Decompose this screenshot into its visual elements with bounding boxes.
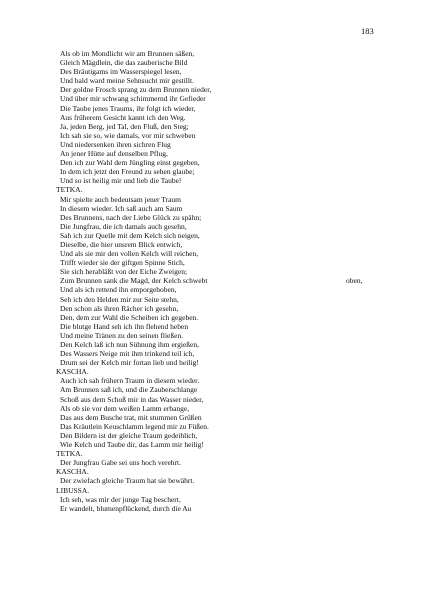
verse-line (56, 431, 386, 440)
verse-line-text: Seh ich den Helden mir zur Seite stehn, (60, 294, 179, 304)
verse-line-text: Als ob im Mondlicht wir am Brunnen säßen, (60, 49, 195, 58)
verse-line (56, 140, 386, 149)
verse-line-text: Der Jungfrau Gabe sei uns hoch verehrt. (60, 458, 181, 468)
verse-line-text: Die blutge Hand seh ich ihn flehend heben (60, 321, 189, 331)
verse-line-text: An jener Hütte auf denselben Pflug, (60, 149, 168, 159)
verse-line (56, 231, 386, 240)
speaker-name (56, 486, 386, 495)
verse-line (56, 258, 386, 267)
verse-line (56, 276, 386, 285)
verse-line-text: Drum sei der Kelch mir fortan lieb und heilig! (60, 358, 199, 368)
verse-line-text: Und niedersenken ihren sichren Flug (60, 139, 171, 149)
verse-line-text: Den, dem zur Wahl die Scheiben ich gegeben. (60, 312, 199, 322)
verse-line-text: Die Jungfrau, die ich damals auch gesehn, (60, 221, 187, 231)
verse-line (56, 458, 386, 467)
verse-line (56, 195, 386, 204)
page-number: 183 (361, 26, 374, 36)
verse-line-text: Zum Brunnen sank die Magd, der Kelch schwebt (60, 276, 208, 286)
verse-line (56, 440, 386, 449)
verse-line (56, 249, 386, 258)
verse-line-text: Schoß aus dem Schoß mir in das Wasser nieder, (60, 394, 204, 404)
verse-line-text: Mir spielte auch bedeutsam jener Traum (60, 194, 182, 204)
speaker-name (56, 449, 386, 458)
verse-line (56, 85, 386, 94)
verse-line-text: Des Brunnens, nach der Liebe Glück zu spähn; (60, 212, 202, 222)
speaker-name (56, 185, 386, 194)
verse-line-text: Der goldne Frosch sprang zu dem Brunnen nieder, (60, 85, 212, 95)
verse-line (56, 122, 386, 131)
verse-line-text: Den Bildern ist der gleiche Traum gedeihlich, (60, 430, 198, 440)
verse-text-block (56, 49, 386, 513)
verse-line (56, 349, 386, 358)
verse-line-text: Trifft wieder sie der giftgen Spinne Stich, (60, 258, 185, 268)
verse-line-text: Ja, jeden Berg, jed Tal, den Fluß, den Steg; (60, 121, 189, 131)
verse-line-text: Wie Kelch und Taube dir, das Lamm mir heilig! (60, 440, 204, 450)
verse-line-text: Das Kräutlein Keuschlamm legend mir zu Füßen. (60, 421, 209, 431)
verse-line-text: Den schon als ihren Rächer ich gesehn, (60, 303, 179, 313)
verse-line-text: Und über mir schwang schimmernd ihr Gefieder (60, 94, 206, 104)
verse-line-text: Den ich zur Wahl dem Jüngling einst gegeben, (60, 158, 200, 168)
verse-line (56, 413, 386, 422)
verse-line (56, 113, 386, 122)
verse-line-text: Auch ich sah frühern Traum in diesem wieder. (60, 376, 200, 386)
verse-line (56, 167, 386, 176)
verse-line (56, 76, 386, 85)
verse-line-text: Ich seh, was mir der junge Tag beschert, (60, 494, 181, 504)
verse-line-continuation: oben, (346, 276, 363, 286)
verse-line-text: Des Wassers Neige mit ihm trinkend teil ich, (60, 349, 195, 359)
verse-line-text: Und so ist heilig mir und lieb die Taube! (60, 176, 182, 186)
verse-line-text: Und meine Tränen zu den seinen fließen. (60, 330, 184, 340)
speaker-name-text: TETKA. (56, 449, 83, 459)
verse-line-text: Als ob sie vor dem weißen Lamm erbange, (60, 403, 190, 413)
verse-line-text: Und als ich rettend ihn emporgehoben, (60, 285, 177, 295)
verse-line-text: Aus früherem Gesicht kannt ich den Weg. (60, 112, 186, 122)
speaker-name-text: TETKA. (56, 185, 83, 195)
verse-line (56, 340, 386, 349)
verse-line (56, 204, 386, 213)
verse-line (56, 476, 386, 485)
verse-line (56, 404, 386, 413)
verse-line (56, 385, 386, 394)
verse-line-text: Und als sie mir den vollen Kelch will reichen, (60, 249, 199, 259)
verse-line-text: Ich sah sie so, wie damals, vor mir schweben (60, 130, 196, 140)
verse-line (56, 285, 386, 294)
speaker-name (56, 467, 386, 476)
verse-line (56, 304, 386, 313)
verse-line-text: Dieselbe, die hier unsrem Blick entwich, (60, 239, 183, 249)
verse-line-text: Und bald ward meine Sehnsucht mir gestillt. (60, 76, 194, 86)
verse-line (56, 67, 386, 76)
verse-line (56, 358, 386, 367)
verse-line (56, 331, 386, 340)
verse-line (56, 131, 386, 140)
verse-line-text: In diesem wieder. Ich saß auch am Saum (60, 203, 183, 213)
speaker-name-text: KASCHA. (56, 367, 89, 377)
verse-line-text: Gleich Mägdlein, die das zauberische Bild (60, 58, 188, 68)
verse-line (56, 240, 386, 249)
verse-line-text: Den Kelch laß ich nun Sühnung ihm ergießen, (60, 340, 199, 349)
verse-line (56, 395, 386, 404)
verse-line-text: Des Bräutigams im Wasserspiegel lesen, (60, 67, 182, 77)
verse-line-text: Er wandelt, blumenpflückend, durch die Au (60, 503, 192, 513)
verse-line (56, 376, 386, 385)
verse-line (56, 158, 386, 167)
verse-line (56, 295, 386, 304)
verse-line-text: Der zwiefach gleiche Traum hat sie bewährt. (60, 476, 195, 486)
verse-line (56, 422, 386, 431)
verse-line (56, 213, 386, 222)
verse-line (56, 176, 386, 185)
verse-line-text: Das aus dem Busche trat, mit stummen Grüßen (60, 412, 202, 422)
verse-line-text: Sah ich zur Quelle mit dem Kelch sich neigen, (60, 230, 200, 240)
verse-line (56, 322, 386, 331)
verse-line (56, 104, 386, 113)
verse-line (56, 267, 386, 276)
verse-line (56, 504, 386, 513)
verse-line (56, 149, 386, 158)
speaker-name (56, 367, 386, 376)
verse-line-text: Am Brunnen saß ich, und die Zauberschlange (60, 385, 198, 395)
verse-line (56, 49, 386, 58)
verse-line-text: Sie sich herabläßt von der Eiche Zweigen; (60, 267, 188, 277)
verse-line (56, 222, 386, 231)
verse-line (56, 58, 386, 67)
verse-line (56, 94, 386, 103)
speaker-name-text: KASCHA. (56, 467, 89, 477)
verse-line (56, 313, 386, 322)
verse-line (56, 495, 386, 504)
verse-line-text: Die Taube jenes Traums, ihr folgt ich wieder, (60, 103, 196, 113)
verse-line-text: In dem ich jetzt den Freund zu sehen glaube; (60, 167, 195, 177)
speaker-name-text: LIBUSSA. (56, 485, 90, 495)
